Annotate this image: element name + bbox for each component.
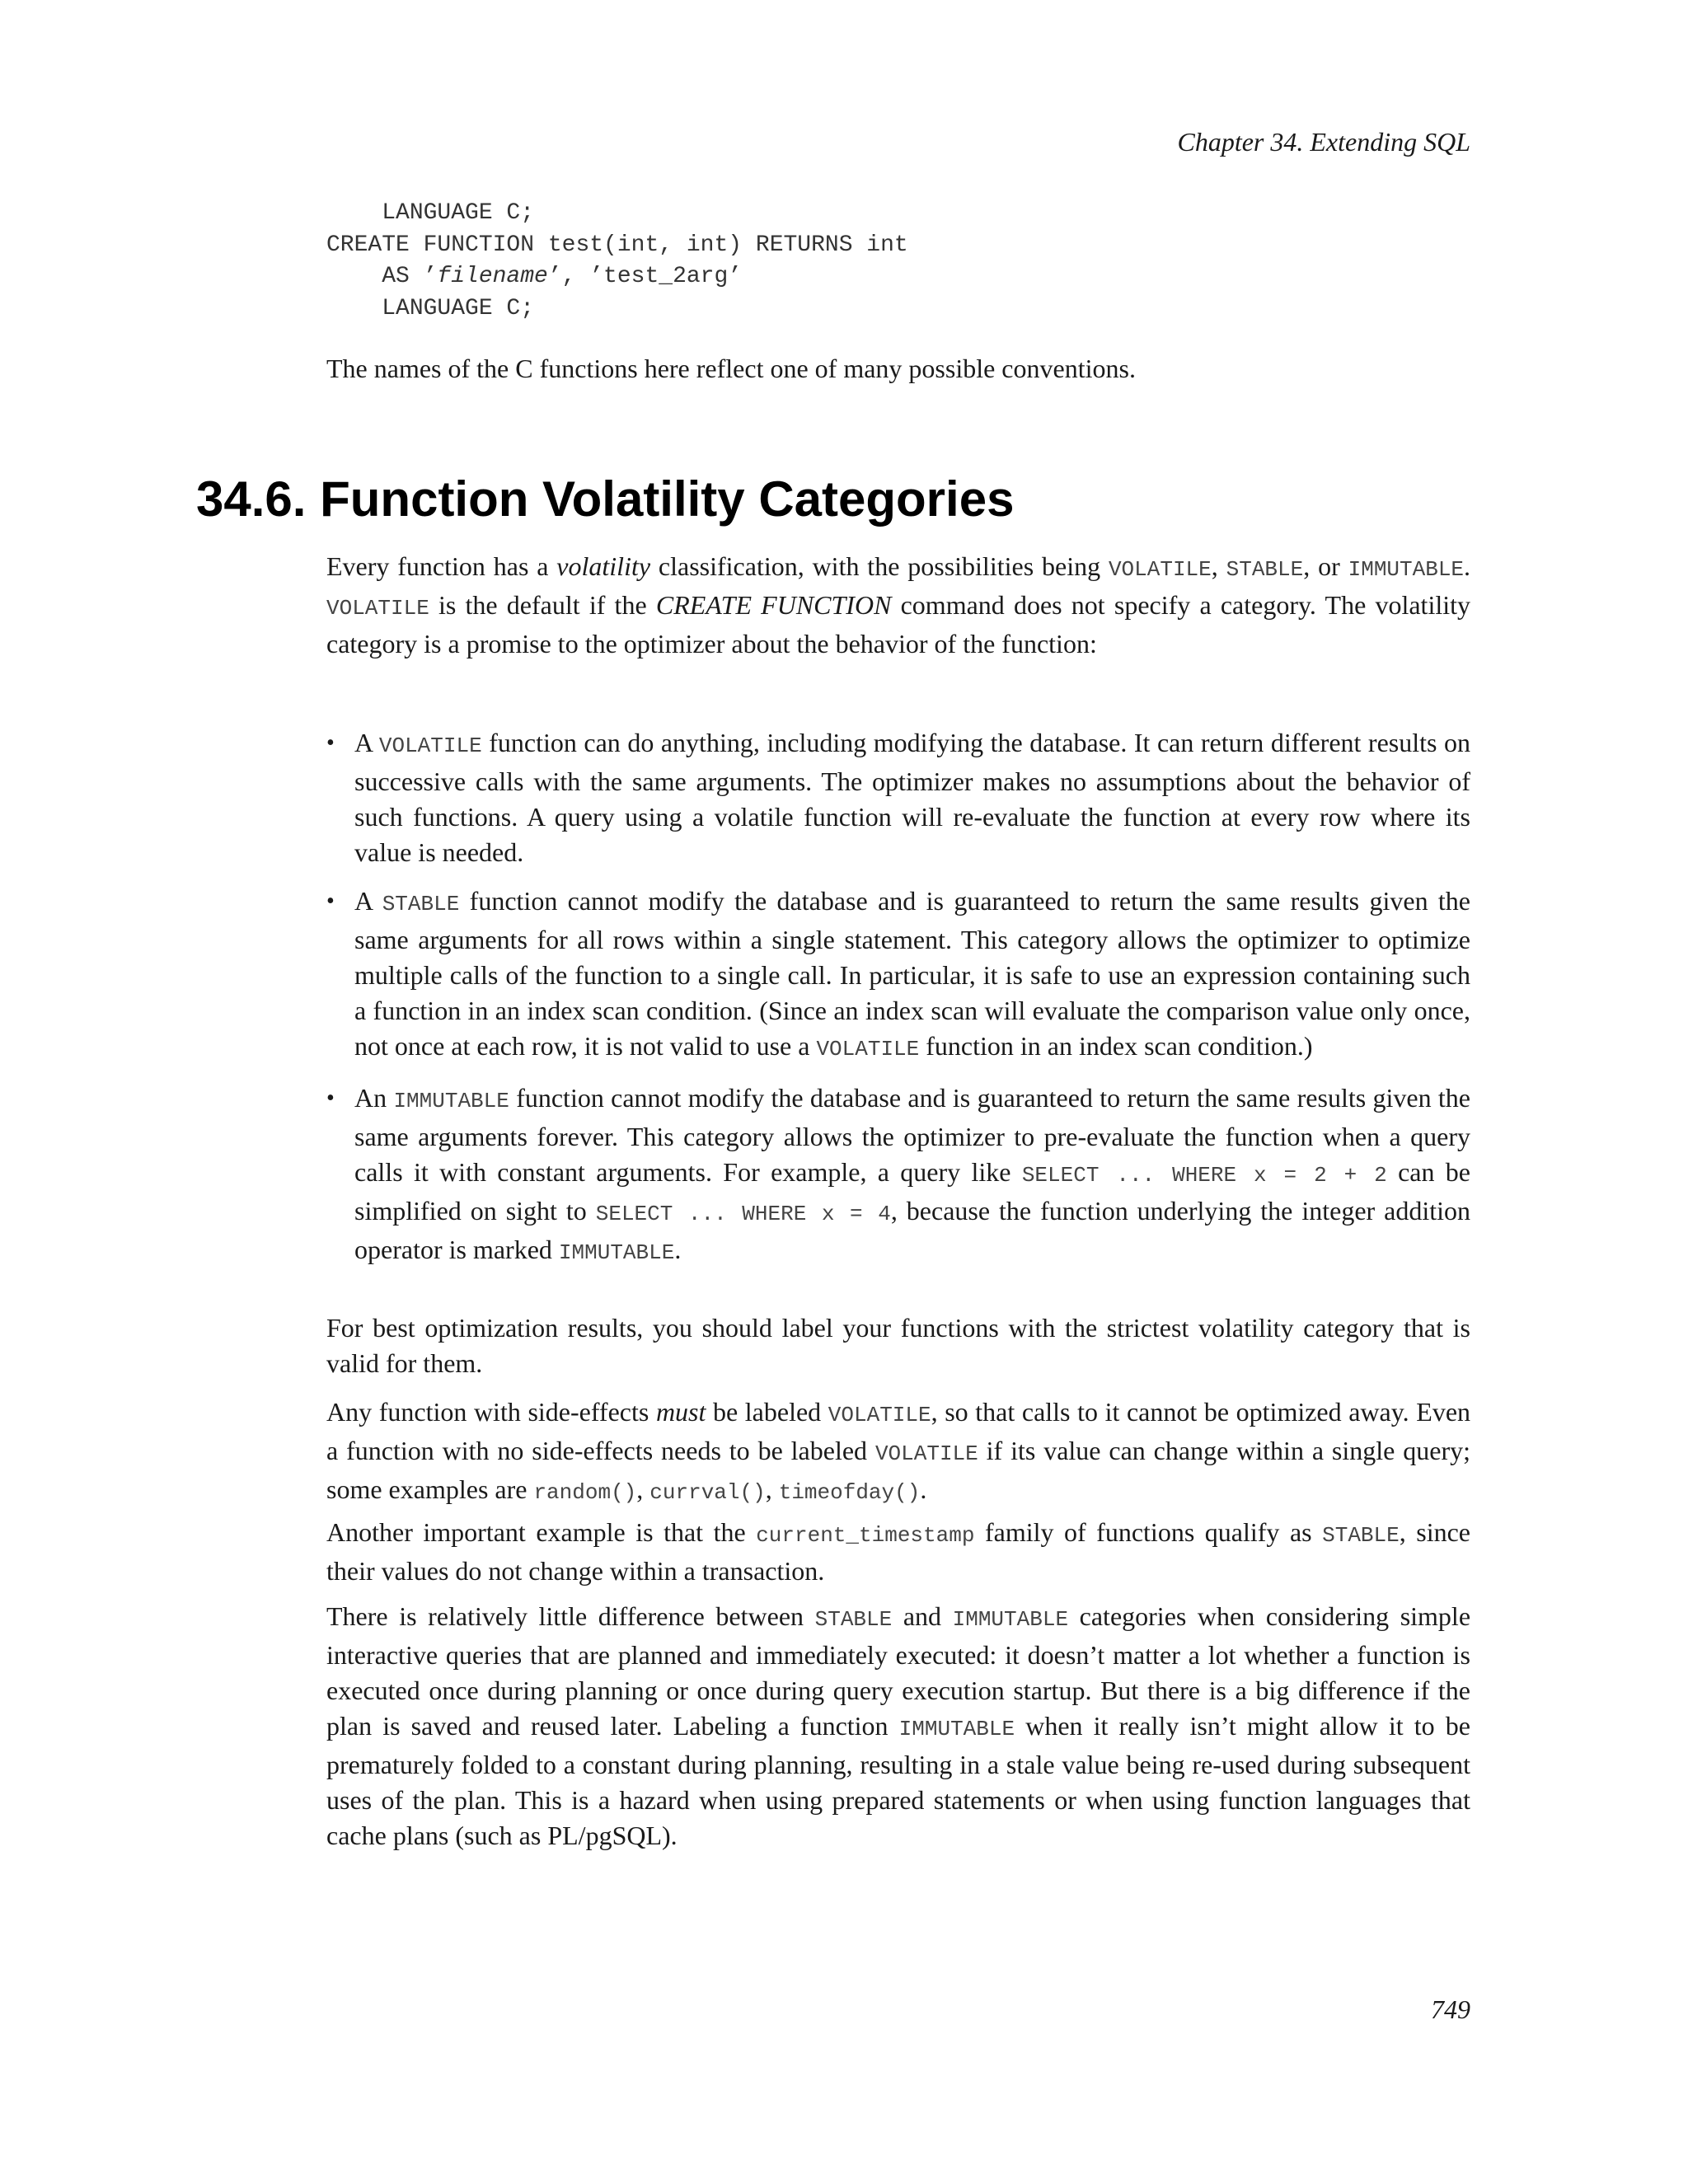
code-term: IMMUTABLE — [1348, 557, 1465, 582]
text-run: . — [1464, 551, 1471, 581]
code-term: currval() — [649, 1480, 766, 1505]
text-run: . — [920, 1474, 927, 1504]
code-term: SELECT ... WHERE x = 4 — [595, 1202, 891, 1226]
code-term: VOLATILE — [378, 733, 482, 758]
code-term: VOLATILE — [1108, 557, 1212, 582]
text-run: An — [354, 1083, 394, 1113]
code-placeholder: filename — [437, 264, 548, 289]
volatility-category-list — [326, 725, 1470, 1284]
code-term: IMMUTABLE — [898, 1717, 1015, 1741]
code-term: VOLATILE — [816, 1037, 920, 1062]
text-run: , since their values do not change within a transaction. — [326, 1517, 1470, 1586]
timestamp-paragraph — [326, 1515, 1470, 1589]
code-term: SELECT ... WHERE x = 2 + 2 — [1021, 1163, 1387, 1188]
text-run: is the default if the — [429, 590, 656, 620]
text-run: , — [1211, 551, 1226, 581]
code-term: VOLATILE — [874, 1441, 978, 1466]
code-term: random() — [533, 1480, 637, 1505]
code-term: STABLE — [814, 1607, 893, 1632]
code-term: STABLE — [1226, 557, 1304, 582]
code-example — [326, 198, 1470, 325]
code-line: CREATE FUNCTION test(int, int) RETURNS int — [326, 232, 908, 258]
text-run: Another important example is that the — [326, 1517, 757, 1547]
page-number: 749 — [1431, 1994, 1470, 2024]
section-title: 34.6. Function Volatility Categories — [196, 471, 1015, 527]
code-term: IMMUTABLE — [393, 1089, 509, 1113]
text-run: can be simplified on sight to — [354, 1157, 1471, 1226]
code-line: ’, ’test_2arg’ — [547, 264, 743, 289]
code-term: IMMUTABLE — [952, 1607, 1069, 1632]
text-run: There is relatively little difference between — [326, 1601, 815, 1631]
text-run: , because the function underlying the integer addition operator is marked — [354, 1196, 1471, 1264]
code-term: STABLE — [382, 892, 460, 916]
text-run: function can do anything, including modifying the database. It can return different results on successive calls with the same arguments. The optimizer makes no assumptions about the behavior of such functions. A query using a volatile function will re-evaluate the function at every row where its value is needed. — [354, 728, 1471, 867]
text-run: , — [765, 1474, 779, 1504]
text-run: A — [354, 886, 382, 916]
emphasis-term: must — [655, 1397, 706, 1427]
text-run: if its value can change within a single query; some examples are — [326, 1436, 1471, 1504]
text-run: categories when considering simple interactive queries that are planned and immediately executed: it doesn’t matter a lot whether a function is executed once during planning or once during query execution startup. But there is a big difference if the plan is saved and reused later. Labeling a function — [326, 1601, 1471, 1741]
emphasis-term: CREATE FUNCTION — [655, 590, 892, 620]
volatility-intro-paragraph — [326, 549, 1470, 662]
text-run: command does not specify a category. The volatility category is a promise to the optimizer about the behavior of the function: — [326, 590, 1471, 658]
emphasis-term: volatility — [556, 551, 651, 581]
text-run: . — [674, 1235, 682, 1264]
best-results-paragraph: For best optimization results, you should label your functions with the strictest volatility category that is valid for them. — [326, 1313, 1470, 1378]
intro-paragraph: The names of the C functions here reflect one of many possible conventions. — [326, 354, 1136, 383]
code-line: LANGUAGE C; — [326, 295, 535, 321]
text-run: , — [636, 1474, 650, 1504]
list-item-stable — [326, 883, 1470, 1067]
text-run: classification, with the possibilities being — [650, 551, 1109, 581]
side-effects-paragraph — [326, 1394, 1470, 1511]
text-run: when it really isn’t might allow it to be prematurely folded to a constant during planning, resulting in a stale value being re-used during subsequent uses of the plan. This is a hazard when using prepared statements or when using function languages that cache plans (such as PL/pgSQL). — [326, 1711, 1471, 1850]
text-run: function cannot modify the database and is guaranteed to return the same results given the same arguments for all rows within a single statement. This category allows the optimizer to optimize multiple calls of the function to a single call. In particular, it is safe to use an expression containing such a function in an index scan condition. (Since an index scan will evaluate the comparison value only once, not once at each row, it is not valid to use a — [354, 886, 1471, 1061]
bullet-icon: • — [326, 730, 335, 756]
text-run: function in an index scan condition.) — [919, 1031, 1313, 1061]
code-term: IMMUTABLE — [558, 1240, 675, 1265]
code-term: current_timestamp — [756, 1523, 975, 1548]
code-term: STABLE — [1322, 1523, 1400, 1548]
text-run: and — [892, 1601, 953, 1631]
text-run: Every function has a — [326, 551, 557, 581]
stable-vs-immutable-paragraph — [326, 1599, 1470, 1854]
text-run: Any function with side-effects — [326, 1397, 656, 1427]
code-term: VOLATILE — [326, 596, 429, 621]
code-line: LANGUAGE C; — [326, 200, 535, 226]
text-run: family of functions qualify as — [974, 1517, 1323, 1547]
text-run: , so that calls to it cannot be optimized away. Even a function with no side-effects needs to be labeled — [326, 1397, 1471, 1465]
bullet-icon: • — [326, 888, 335, 914]
text-run: function cannot modify the database and is guaranteed to return the same results given the same arguments forever. This category allows the optimizer to pre-evaluate the function when a query calls it with constant arguments. For example, a query like — [354, 1083, 1471, 1187]
code-line: AS ’ — [326, 264, 438, 289]
list-item-immutable — [326, 1080, 1470, 1271]
text-run: , or — [1303, 551, 1348, 581]
code-term: timeofday() — [778, 1480, 921, 1505]
running-header: Chapter 34. Extending SQL — [1177, 127, 1470, 157]
list-item-volatile — [326, 725, 1470, 870]
text-run: A — [354, 728, 379, 757]
text-run: be labeled — [706, 1397, 828, 1427]
code-term: VOLATILE — [828, 1403, 931, 1427]
bullet-icon: • — [326, 1085, 335, 1111]
